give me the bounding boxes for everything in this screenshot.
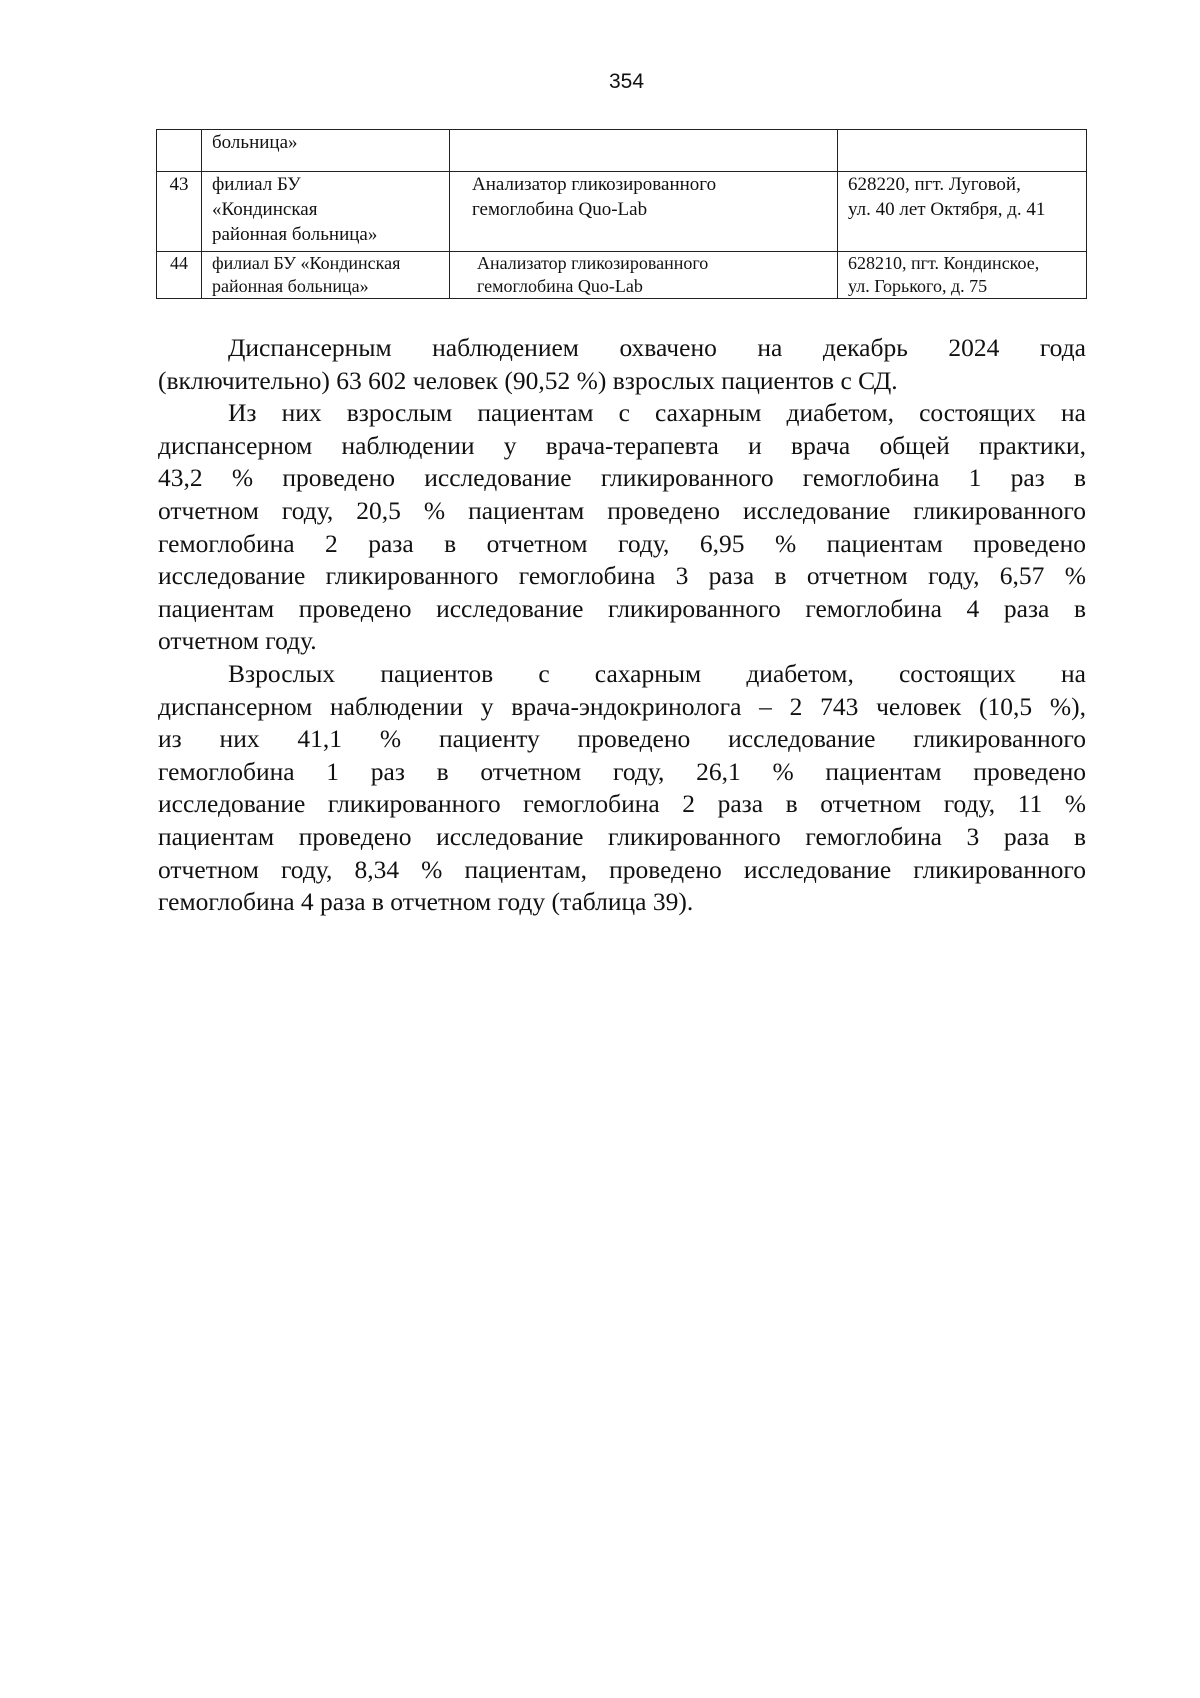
text-line: исследование гликированного гемоглобина 3 раза в отчетном году, 6,57 % <box>158 561 1086 591</box>
paragraph-coverage <box>158 332 1086 397</box>
table-row <box>157 252 1087 299</box>
equipment-table <box>156 129 1087 299</box>
text-line: отчетном году. <box>158 626 317 656</box>
organization-line: районная больница» <box>212 276 369 296</box>
address-line: 628210, пгт. Кондинское, <box>848 253 1040 273</box>
address-line: 628220, пгт. Луговой, <box>848 174 1021 195</box>
text-line: отчетном году, 20,5 % пациентам проведено исследование гликированного <box>158 495 1086 525</box>
text-line: Взрослых пациентов с сахарным диабетом, состоящих на <box>228 658 1086 688</box>
row-number-cell <box>157 130 202 172</box>
text-line: гемоглобина 1 раз в отчетном году, 26,1 % пациентам проведено <box>158 756 1086 786</box>
device-line: гемоглобина Quo-Lab <box>472 199 648 220</box>
device-line: гемоглобина Quo-Lab <box>477 276 643 296</box>
text-line: отчетном году, 8,34 % пациентам, проведено исследование гликированного <box>158 854 1086 884</box>
text-line: 43,2 % проведено исследование гликированного гемоглобина 1 раз в <box>158 463 1086 493</box>
device-line: Анализатор гликозированного <box>477 253 709 273</box>
organization-cell <box>202 252 450 299</box>
paragraph-therapist <box>158 397 1086 658</box>
text-line: диспансерном наблюдении у врача-эндокринолога – 2 743 человек (10,5 %), <box>158 691 1086 721</box>
table-row <box>157 172 1087 252</box>
organization-cell <box>202 172 450 252</box>
row-number-cell: 44 <box>157 252 202 299</box>
row-number-cell: 43 <box>157 172 202 252</box>
organization-line: районная больница» <box>212 224 378 245</box>
address-cell <box>838 130 1087 172</box>
address-line: ул. 40 лет Октября, д. 41 <box>848 199 1046 220</box>
organization-cell <box>202 130 450 172</box>
address-line: ул. Горького, д. 75 <box>848 276 988 296</box>
address-cell <box>838 172 1087 252</box>
table-row <box>157 130 1087 172</box>
text-line: Из них взрослым пациентам с сахарным диабетом, состоящих на <box>228 398 1086 428</box>
organization-line: филиал БУ «Кондинская <box>212 253 401 273</box>
device-cell <box>450 172 838 252</box>
text-line: (включительно) 63 602 человек (90,52 %) взрослых пациентов с СД. <box>158 365 898 395</box>
organization-line: «Кондинская <box>212 199 318 220</box>
page-number: 354 <box>608 70 645 93</box>
text-line: гемоглобина 4 раза в отчетном году (таблица 39). <box>158 887 694 917</box>
text-line: диспансерном наблюдении у врача-терапевта и врача общей практики, <box>158 430 1086 460</box>
body-text <box>158 332 1086 919</box>
text-line: из них 41,1 % пациенту проведено исследование гликированного <box>158 724 1086 754</box>
address-cell <box>838 252 1087 299</box>
text-line: гемоглобина 2 раза в отчетном году, 6,95 % пациентам проведено <box>158 528 1086 558</box>
organization-line: филиал БУ <box>212 174 301 195</box>
device-line: Анализатор гликозированного <box>472 174 717 195</box>
text-line: пациентам проведено исследование гликированного гемоглобина 3 раза в <box>158 821 1086 851</box>
text-line: исследование гликированного гемоглобина 2 раза в отчетном году, 11 % <box>158 789 1086 819</box>
device-cell <box>450 130 838 172</box>
text-line: пациентам проведено исследование гликированного гемоглобина 4 раза в <box>158 593 1086 623</box>
text-line: Диспансерным наблюдением охвачено на декабрь 2024 года <box>228 333 1086 362</box>
paragraph-endocrinologist <box>158 658 1086 919</box>
device-cell <box>450 252 838 299</box>
organization-line: больница» <box>212 132 298 153</box>
